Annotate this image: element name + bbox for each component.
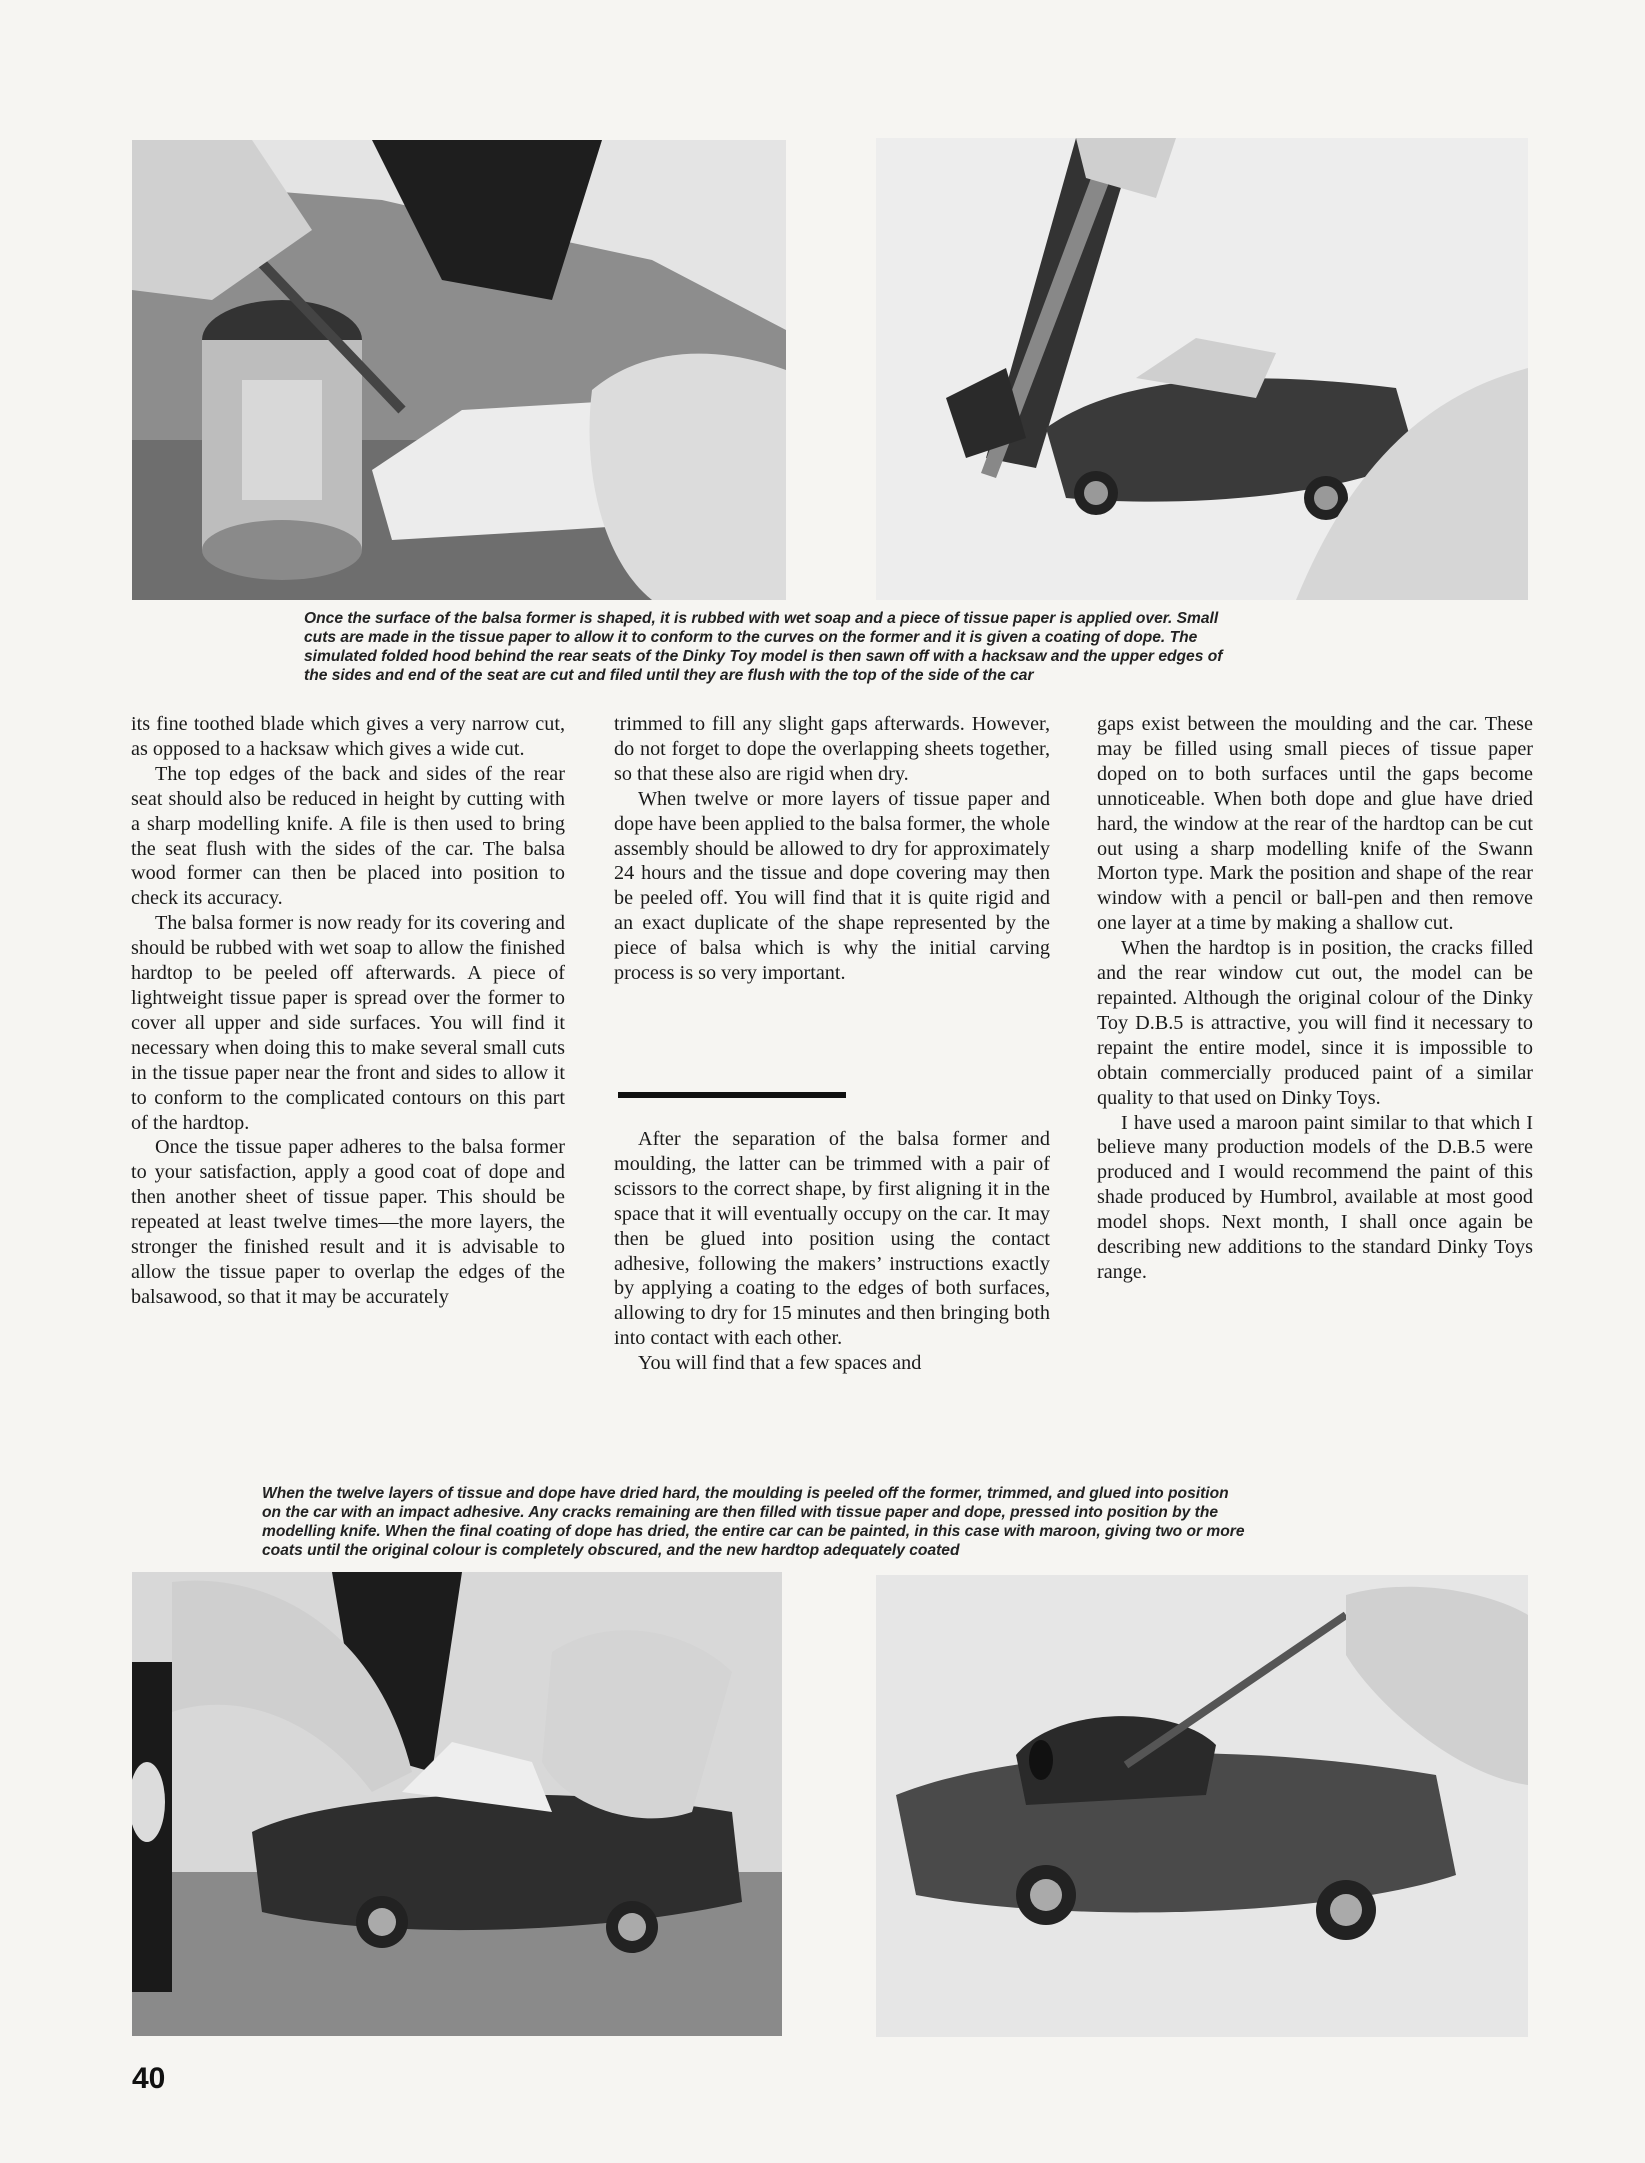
photo-hacksaw-car — [876, 138, 1528, 600]
column-1 — [131, 712, 565, 1310]
caption-bottom — [262, 1484, 1245, 1560]
caption-top-line: simulated folded hood behind the rear seats of the Dinky Toy model is then sawn off with a hacksaw and the upper edges of — [304, 648, 1223, 665]
paragraph: You will find that a few spaces and — [638, 1352, 922, 1375]
caption-top — [304, 609, 1222, 685]
paragraph: I have used a maroon paint similar to that which I believe many production models of the D.B.5 were produced and I would recommend the paint of this shade produced by Humbrol, available at most good model shops. Next month, I shall once again be describing new additions to the standard Dinky Toys range. — [1097, 1111, 1533, 1283]
paragraph: gaps exist between the moulding and the car. These may be filled using small pieces of tissue paper doped on to both surfaces until the gaps become unnoticeable. When both dope and glue have dried hard, the window at the rear of the hardtop can be cut out using a sharp modelling knife of the Swann Morton type. Mark the position and shape of the rear window with a pencil or ball-pen and then remove one layer at a time by making a shallow cut. — [1097, 713, 1533, 935]
paragraph: After the separation of the balsa former and moulding, the latter can be trimmed with a pair of scissors to the correct shape, by first aligning it in the space that it will eventually occupy on the car. It may then be glued into position using the contact adhesive, following the makers’ instructions exactly by applying a coating to the edges of both surfaces, allowing to dry for 15 minutes and then bringing both into contact with each other. — [614, 1128, 1050, 1350]
paragraph: Once the tissue paper adheres to the balsa former to your satisfaction, apply a good coat of dope and then another sheet of tissue paper. This should be repeated at least twelve times—the more layers, the stronger the finished result and it is advisable to allow the tissue paper to overlap the edges of the balsawood, so that it may be accurately — [131, 1136, 565, 1308]
photo-trimming-hardtop — [132, 1572, 782, 2036]
paragraph: When twelve or more layers of tissue paper and dope have been applied to the balsa former, the whole assembly should be allowed to dry for approximately 24 hours and the tissue and dope covering may then be peeled off. You will find that it is quite rigid and an exact duplicate of the shape represented by the piece of balsa which is why the initial carving process is so very important. — [614, 787, 1050, 985]
section-divider — [618, 1092, 846, 1098]
caption-bottom-line: on the car with an impact adhesive. Any cracks remaining are then filled with tissue paper and dope, pressed into position by the — [262, 1504, 1219, 1521]
paragraph: The balsa former is now ready for its covering and should be rubbed with wet soap to allow the finished hardtop to be peeled off afterwards. A piece of lightweight tissue paper is spread over the former to cover all upper and side surfaces. You will find it necessary when doing this to make several small cuts in the tissue paper near the front and sides to allow it to conform to the complicated contours on this part of the hardtop. — [131, 912, 565, 1134]
photo-dope-tin-tissue — [132, 140, 786, 600]
caption-top-line: the sides and end of the seat are cut and filed until they are flush with the top of the side of the car — [304, 667, 1034, 684]
column-3 — [1097, 712, 1533, 1285]
caption-bottom-line: coats until the original colour is completely obscured, and the new hardtop adequately coated — [262, 1542, 960, 1559]
caption-bottom-line: modelling knife. When the final coating of dope has dried, the entire car can be painted, in this case with maroon, giving two or more — [262, 1523, 1245, 1540]
paragraph: its fine toothed blade which gives a very narrow cut, as opposed to a hacksaw which gives a wide cut. — [131, 713, 565, 760]
paragraph: When the hardtop is in position, the cracks filled and the rear window cut out, the model can be repainted. Although the original colour of the Dinky Toy D.B.5 is attractive, you will find it necessary to repaint the entire model, since it is impossible to obtain commercially produced paint of a similar quality to that used on Dinky Toys. — [1097, 937, 1533, 1109]
caption-bottom-line: When the twelve layers of tissue and dope have dried hard, the moulding is peeled off the former, trimmed, and glued into position — [262, 1485, 1229, 1502]
photo-painting-car — [876, 1575, 1528, 2037]
column-2-bottom — [614, 1127, 1050, 1376]
paragraph: The top edges of the back and sides of the rear seat should also be reduced in height by cutting with a sharp modelling knife. A file is then used to bring the seat flush with the sides of the car. The balsa wood former can then be placed into position to check its accuracy. — [131, 762, 565, 910]
paragraph: trimmed to fill any slight gaps afterwards. However, do not forget to dope the overlapping sheets together, so that these also are rigid when dry. — [614, 713, 1050, 785]
caption-top-line: cuts are made in the tissue paper to allow it to conform to the curves on the former and it is given a coating of dope. The — [304, 629, 1198, 646]
page-number: 40 — [132, 2062, 166, 2095]
column-2-top — [614, 712, 1050, 986]
caption-top-line: Once the surface of the balsa former is shaped, it is rubbed with wet soap and a piece of tissue paper is applied over. Small — [304, 610, 1219, 627]
